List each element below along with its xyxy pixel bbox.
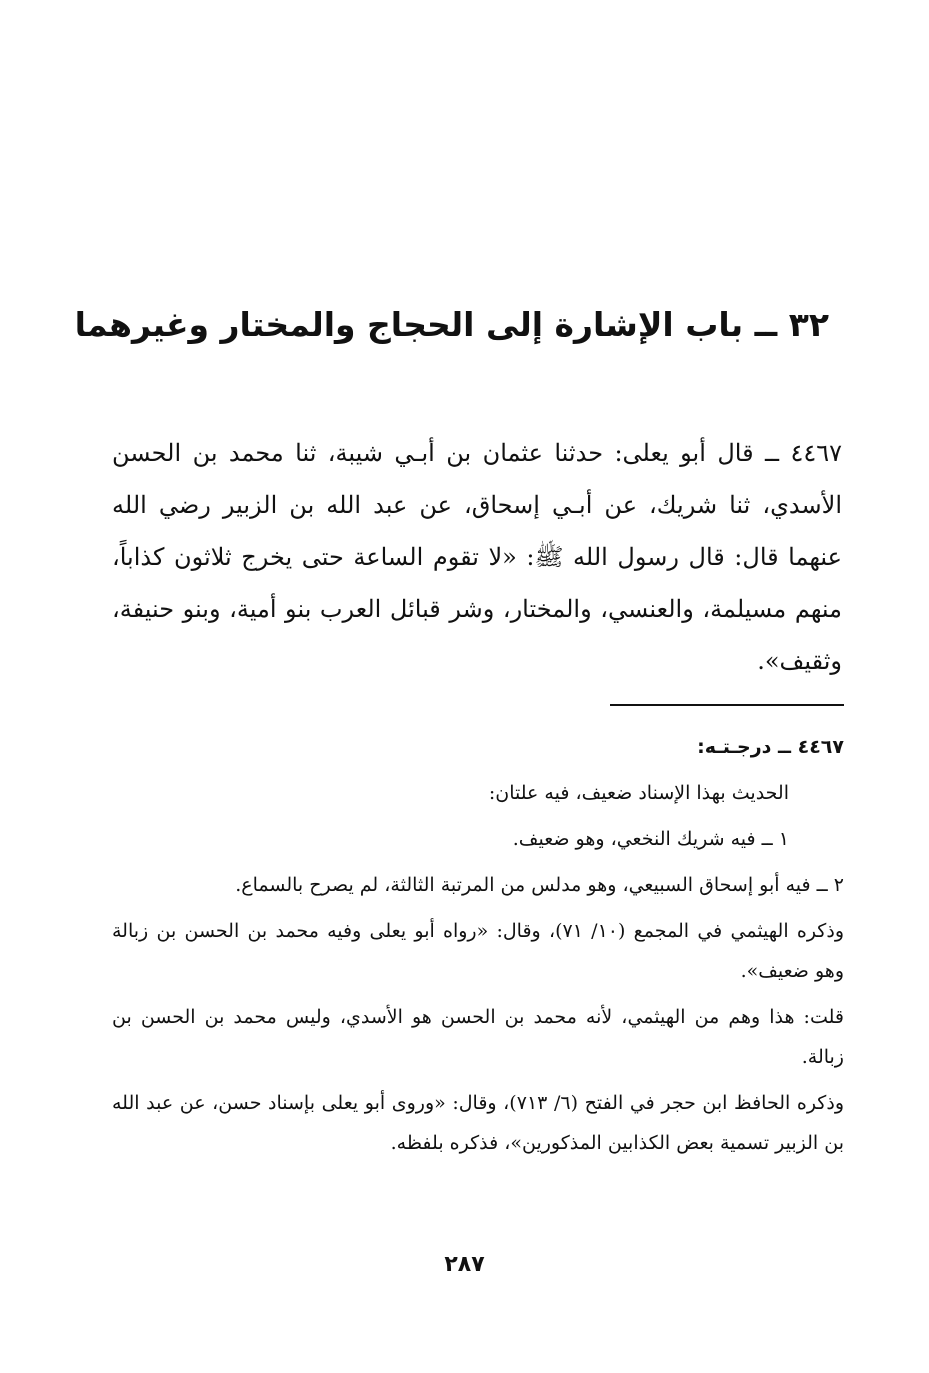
footnote-reason-2: ٢ ــ فيه أبو إسحاق السبيعي، وهو مدلس من المرتبة الثالثة، لم يصرح بالسماع.	[235, 874, 844, 896]
chapter-title: ٣٢ ــ باب الإشارة إلى الحجاج والمختار وغيرهما	[74, 305, 829, 344]
footnote-paragraph-2: قلت: هذا وهم من الهيثمي، لأنه محمد بن الحسن هو الأسدي، وليس محمد بن الحسن بن زبالة.	[112, 1006, 844, 1068]
footnotes	[112, 727, 844, 1169]
footnote-intro: الحديث بهذا الإسناد ضعيف، فيه علتان:	[488, 782, 789, 804]
footnote-separator	[610, 704, 844, 706]
hadith-text: ٤٤٦٧ ــ قال أبو يعلى: حدثنا عثمان بن أبـي شيبة، ثنا محمد بن الحسن الأسدي، ثنا شريك، عن أبـي إسحاق، عن عبد الله بن الزبير رضي الله عنهما قال: قال رسول الله ﷺ: «لا تقوم الساعة حتى يخرج ثلاثون كذاباً، منهم مسيلمة، والعنسي، والمختار، وشر قبائل العرب بنو أمية، وبنو حنيفة، وثقيف».	[112, 439, 842, 675]
footnote-paragraph-3: وذكره الحافظ ابن حجر في الفتح (٦/ ٧١٣)، وقال: «وروى أبو يعلى بإسناد حسن، عن عبد الله بن الزبير تسمية بعض الكذابين المذكورين»، فذكره بلفظه.	[112, 1092, 844, 1154]
footnote-heading: ٤٤٦٧ ــ درجـتـه:	[697, 736, 844, 758]
footnote-reason-1: ١ ــ فيه شريك النخعي، وهو ضعيف.	[512, 828, 789, 850]
footnote-paragraph-1: وذكره الهيثمي في المجمع (١٠/ ٧١)، وقال: «رواه أبو يعلى وفيه محمد بن الحسن بن زبالة وهو ضعيف».	[112, 920, 844, 982]
page-number: ٢٨٧	[444, 1252, 485, 1277]
